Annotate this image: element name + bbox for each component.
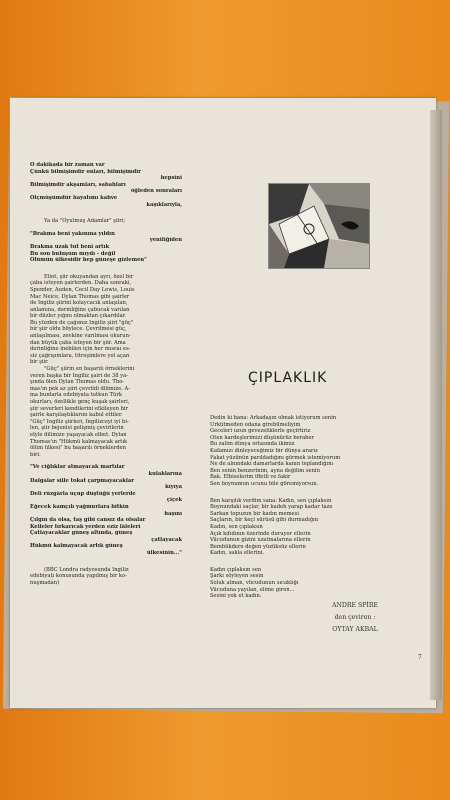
poem-line: "Ve ciğlıklar atmayacak martılar (30, 464, 125, 471)
text-line: ma bunlarla edebiyata tutkun Türk (30, 392, 122, 399)
text-line: mas'ın pek az şiiri çevrildi dilimize. A- (30, 385, 130, 392)
poem-line: O dakikada bir zaman var (30, 162, 105, 168)
intro-text: Ya da "Oyulmuş Adamlar" şiiri; (44, 218, 126, 225)
text-line: Mac Neice, Dylan Thomas gibi şairler (30, 293, 130, 300)
poem-line: Kadın çıplaksın sen (210, 566, 262, 573)
poem-line: Kadın, sakla ellerini. (210, 550, 265, 557)
poem-line: Deli rüzgârla uçup düştüğü yerlerde (30, 490, 136, 497)
poem-line: Kelleler fırkarıcak yerden eziz lâleleri (30, 523, 141, 530)
poem-line: Brakma uzak tut beni artık (30, 243, 110, 250)
text-line: dan büyük çaba isteyen bir şiir. Ama (30, 339, 126, 346)
text-line: çaba isteyen şairlerden. Daha sonraki, (30, 280, 132, 287)
poem-line: başını (164, 510, 182, 517)
poem-line: Şarkı söyleyen sesin (210, 573, 264, 580)
poem-line: Sarkan topuzun bir kadın memesi (210, 510, 299, 517)
poem-line: çiçek (166, 497, 182, 504)
poem-line: Ben senin benzerinim, ayna değilim senin (210, 467, 320, 474)
source-note (30, 567, 182, 587)
text-line: veren başka bir İngiliz şairi de 38 ya- (30, 372, 128, 379)
text-line: ölüm ülkesi" bu başarılı örneklerden (30, 445, 126, 452)
poem-line: Kafamızı dinleyeceğimiz bir dünya ararız (210, 447, 318, 454)
text-line: "Güç" İngiliz şiirleri, İngilizceyi iyi bi- (30, 418, 129, 425)
stanza (210, 567, 425, 600)
poem-line: Açık kıfıdının üzerinde duruyor ellerin (210, 530, 311, 537)
poem-line: Öten kardeşlerimizi düşünürüz beraber (210, 434, 315, 441)
paragraph-eliot (30, 274, 182, 366)
text-line: anlaşılması, zevkine varılması okurun- (30, 333, 131, 340)
text-line: Spender, Auden, Cecil Day Lewis, Louis (30, 286, 135, 293)
translated-by-label: den çeviren : (334, 614, 376, 621)
poem-line: Saçların, bir keçi sürüsü gibi durmadığın (210, 517, 319, 524)
poem-line: Dalgalar sille tokat çarpmayacaklar (30, 477, 134, 484)
page-number: 7 (418, 654, 422, 661)
poem-line: yeniliğiden (149, 237, 182, 244)
text-line: derinliğine inebilen için her mısraı es- (30, 346, 131, 353)
poem-line: Bilmişimdir akşamları, sabahları (30, 181, 126, 188)
stanza (210, 498, 425, 557)
text-line: "Güç" şiirin en başarılı örneklerini (44, 366, 135, 373)
text-line: bir şiir. (30, 359, 49, 366)
poem-line: Ölçmüşümdür hayatımı kahve (30, 194, 118, 201)
poem-line: Geceleri uzun gevezeliklerle geçirtiriz (210, 428, 311, 435)
text-line: edebiyatı konusunda yapılmış bir ko- (30, 573, 127, 580)
text-line: şairle karşılaştıklarını kabul ettiler. (30, 412, 123, 419)
poem-line: Ne de alnındaki damarlarda kanın teplandığını (210, 461, 334, 468)
text-line: şiir severleri kendilerini etkileyen bir (30, 405, 129, 412)
text-line: (BBC Londra radyosunda İngiliz (44, 566, 129, 573)
author-name: ANDRE SPİRE (331, 602, 378, 609)
text-line: bir düzler yığını olmaktan çıkardılar. (30, 313, 127, 320)
poem-line: Sen boynumun ucunu bile göremiyorsun. (210, 480, 319, 487)
poem-line: "Brakma beni yakınına yıldın (30, 230, 115, 237)
poem-line: Kadın, sen çıplaksın (210, 523, 263, 530)
poem-line: Ürkütmeden odana girebilmeliyim (210, 421, 301, 428)
text-line: Eliot, şiir okuyandan ayrı, özel bir (44, 273, 134, 280)
poem-line: kulaklarına (148, 470, 182, 477)
poem-line: Çünkü bilmişimdir onları, bilmişimdir (30, 168, 142, 175)
text-line: bir şiir oldu böylece. Çevrilmesi güç, (30, 326, 127, 333)
text-line: okurları, özellikle genç kuşak şairleri, (30, 399, 130, 405)
poem-body (210, 415, 425, 600)
quoted-poem (30, 231, 182, 264)
abstract-illustration (268, 183, 370, 269)
poem-line: kaşıklarıyla, (146, 201, 182, 208)
poem-line: Çatlayacaklar güneş altında, güneş (30, 530, 133, 537)
text-line: len, şiir bejenisi gelişmiş çevirilerin (30, 425, 124, 432)
poem-line: Ben karşılık verdim sana: Kadın, sen çıplaksın (210, 497, 332, 504)
credits (300, 600, 410, 636)
poem-line: Vücuduna yayılan, elime giren... (210, 586, 295, 593)
poem-line: ülkesinin..." (146, 550, 182, 557)
dylan-thomas-poem (30, 464, 182, 556)
text-line: Thomas'ın "Hükmü kalmayacak artık (30, 438, 128, 445)
paragraph-dylan-thomas (30, 366, 182, 458)
text-line: siz çağrışımlara, titreşimlere yol açan (30, 352, 130, 359)
text-line: Bu yüzden de çağımız İngiliz şiiri "güç" (30, 319, 134, 326)
opening-poem (30, 162, 182, 208)
poem-line: Bak. Elbiselerim iffetli ve fakir (210, 474, 291, 481)
poem-line: Bembükdere değen yüzüksüz ellerin (210, 543, 306, 550)
poem-line: Eğecek kamçılı yağmurlara bitkin (30, 503, 129, 510)
left-column (30, 162, 182, 586)
text-line: elyle dilimize yaşayacak elbet. Dylan (30, 431, 127, 438)
poem-title: ÇIPLAKLIK (248, 370, 328, 386)
poem-line: öğleden sonraları (130, 188, 182, 195)
text-line: anlamına, derinliğine çabucak varılan (30, 306, 130, 313)
poem-line: Çılgın da olsa, taş gibi cansız da olsalar (30, 517, 146, 524)
poem-line: Vücudunun gizini uzatmalarına ellerin (210, 537, 311, 544)
poem-line: Bu son buluşum mıydı - değil (30, 250, 116, 257)
cubist-artwork (269, 184, 369, 268)
poem-line: Ölümün ülkesidir hep güneşe gizlemen" (30, 257, 147, 264)
poem-line: Soluk alman, vücudunun sıcaklığı (210, 580, 299, 587)
text-line: nuşmadan) (30, 579, 60, 586)
poem-line: Hükmü kalmayacak artık güneş (30, 543, 123, 550)
text-line: şında ölen Dylan Thomas oldu. Tho- (30, 379, 125, 386)
stanza (210, 415, 425, 488)
text-line: de İngiliz şiirini kolaycacık anlaşılan, (30, 300, 128, 307)
poem-line: kıyıya (165, 484, 182, 491)
poem-line: hepsini (160, 175, 182, 182)
page-edge (430, 110, 442, 700)
poem-line: Bu zalim dünya ortasında ikimiz (210, 441, 295, 448)
poem-line: Dedin ki bana: Arkadaşın olmak istiyorum senin (210, 415, 337, 421)
poem-line: Sesini yok et kadın. (210, 593, 262, 600)
text-line: biri. (30, 451, 41, 458)
translator-name: OYTAY AKBAL (332, 626, 378, 633)
poem-line: çatlayacak (151, 536, 182, 543)
poem-line: Fakat yüzünün parıldadığını görmek istemiyorum (210, 454, 341, 461)
poem-line: Boynundaki saçlar, bir kadeh yarap kadar taze (210, 504, 333, 511)
